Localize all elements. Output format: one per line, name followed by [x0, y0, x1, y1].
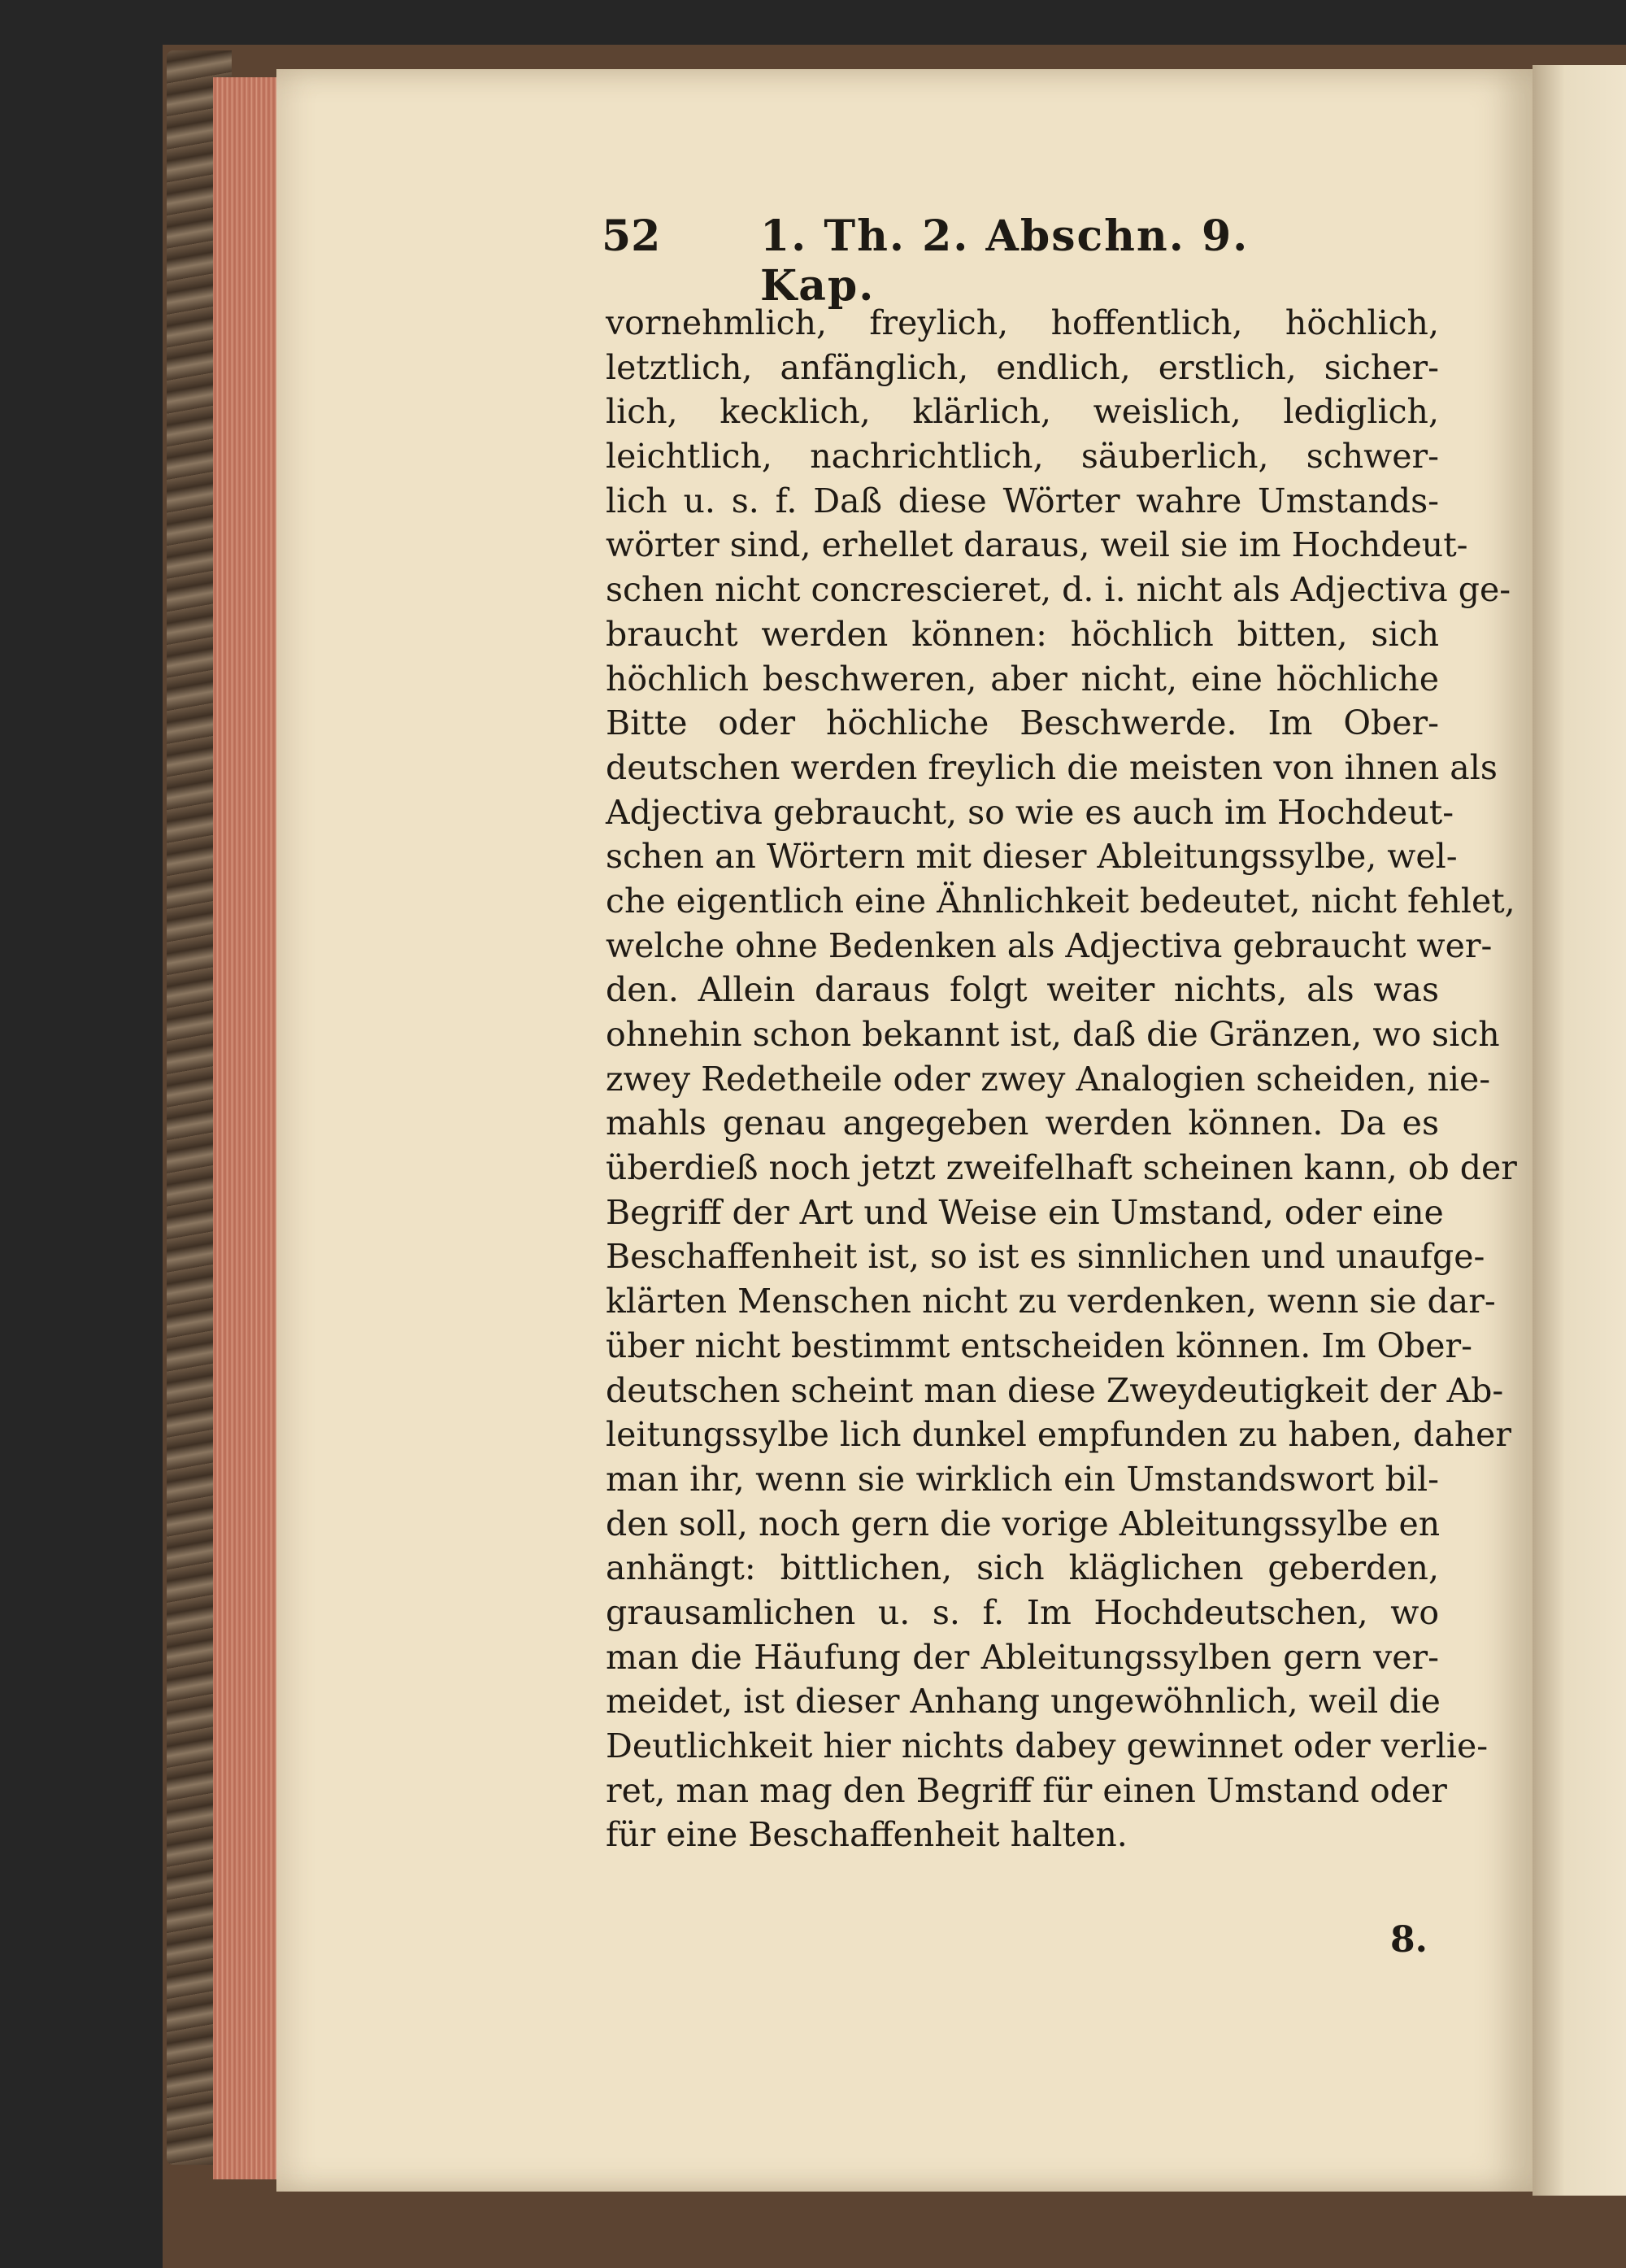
text-line: meidet, ist dieser Anhang ungewöhnlich, weil die	[606, 1682, 1441, 1722]
text-line: Adjectiva gebraucht, so wie es auch im Hochdeut-	[606, 792, 1454, 832]
text-line: ohnehin schon bekannt ist, daß die Gränzen, wo sich	[606, 1015, 1500, 1054]
text-line: vornehmlich, freylich, hoffentlich, höchlich,	[606, 303, 1439, 342]
text-line: grausamlichen u. s. f. Im Hochdeutschen, wo	[606, 1592, 1439, 1632]
text-line: che eigentlich eine Ähnlichkeit bedeutet, nicht fehlet,	[606, 881, 1515, 921]
text-line: über nicht bestimmt entscheiden können. Im Ober-	[606, 1326, 1472, 1365]
running-header	[602, 203, 1268, 311]
page-edges	[213, 77, 276, 2179]
text-line: lich u. s. f. Daß diese Wörter wahre Umstands-	[606, 481, 1439, 520]
text-line: man die Häufung der Ableitungssylben gern ver-	[606, 1637, 1439, 1677]
text-line: anhängt: bittlichen, sich kläglichen geberden,	[606, 1548, 1439, 1588]
text-line: lich, kecklich, klärlich, weislich, lediglich,	[606, 392, 1439, 432]
text-line: deutschen werden freylich die meisten von ihnen als	[606, 747, 1498, 787]
body-text	[606, 301, 1517, 1857]
text-line: Begriff der Art und Weise ein Umstand, oder eine	[606, 1192, 1444, 1232]
text-line: Bitte oder höchliche Beschwerde. Im Ober-	[606, 703, 1439, 743]
text-line: schen an Wörtern mit dieser Ableitungssylbe, wel-	[606, 837, 1458, 877]
text-line: letztlich, anfänglich, endlich, erstlich, sicher-	[606, 347, 1439, 387]
text-line: höchlich beschweren, aber nicht, eine höchliche	[606, 659, 1439, 699]
running-title: 1. Th. 2. Abschn. 9. Kap.	[760, 211, 1250, 311]
text-line: deutschen scheint man diese Zweydeutigkeit der Ab-	[606, 1370, 1504, 1410]
text-line: leitungssylbe lich dunkel empfunden zu haben, daher	[606, 1415, 1512, 1455]
text-line: welche ohne Bedenken als Adjectiva gebraucht wer-	[606, 925, 1493, 965]
text-line: den soll, noch gern die vorige Ableitungssylbe en	[606, 1504, 1441, 1543]
text-line: wörter sind, erhellet daraus, weil sie im Hochdeut-	[606, 525, 1468, 565]
text-line: leichtlich, nachrichtlich, säuberlich, schwer-	[606, 437, 1439, 477]
text-line: den. Allein daraus folgt weiter nichts, als was	[606, 970, 1439, 1010]
text-line: Deutlichkeit hier nichts dabey gewinnet oder verlie-	[606, 1726, 1489, 1765]
text-line: schen nicht concrescieret, d. i. nicht als Adjectiva ge-	[606, 570, 1511, 610]
text-line: mahls genau angegeben werden können. Da es	[606, 1104, 1439, 1143]
page-number: 52	[602, 211, 661, 261]
text-line: ret, man mag den Begriff für einen Umstand oder	[606, 1770, 1447, 1810]
text-line: braucht werden können: höchlich bitten, sich	[606, 614, 1439, 654]
facing-page-edge	[1533, 65, 1626, 2196]
text-line: zwey Redetheile oder zwey Analogien scheiden, nie-	[606, 1059, 1491, 1099]
text-line: für eine Beschaffenheit halten.	[606, 1815, 1128, 1855]
catchword: 8.	[1390, 1919, 1428, 1961]
text-line: Beschaffenheit ist, so ist es sinnlichen und unaufge-	[606, 1237, 1485, 1277]
text-line: überdieß noch jetzt zweifelhaft scheinen kann, ob der	[606, 1148, 1517, 1188]
text-line: man ihr, wenn sie wirklich ein Umstandswort bil-	[606, 1459, 1439, 1499]
text-line: klärten Menschen nicht zu verdenken, wenn sie dar-	[606, 1282, 1496, 1321]
